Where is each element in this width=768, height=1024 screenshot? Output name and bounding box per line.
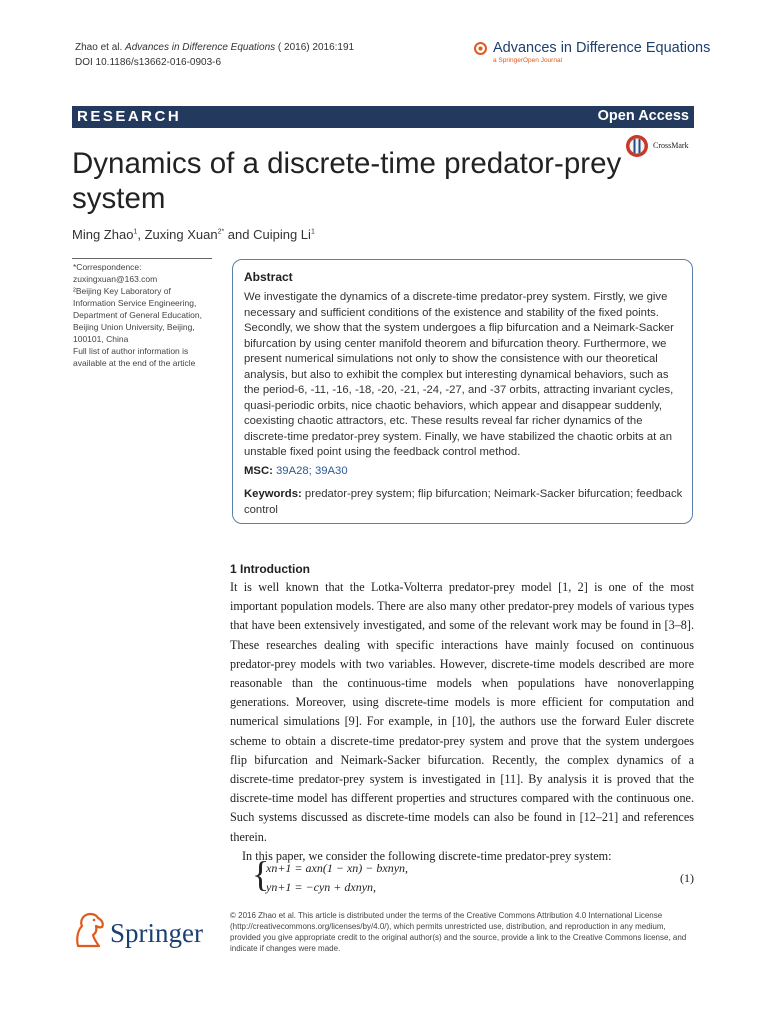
msc-label: MSC: <box>244 465 273 477</box>
keywords <box>244 487 684 518</box>
paragraph: It is well known that the Lotka-Volterra predator-prey model [1, 2] is one of the most important population models. There are also many other predator-prey models of various types that have been extensively investigated, and some of the relevant work may be found in [3–8]. These researches dealing with specific interactions have mainly focused on continuous predator-prey models with two variables. However, discrete-time models described are more reasonable than the continuous-time models when populations have nonoverlapping generations. Moreover, using discrete-time models is more efficient for computation and numerical simulations [9]. For example, in [10], the authors use the forward Euler discrete scheme to obtain a discrete-time predator-prey system and prove that the system undergoes flip bifurcation and Neimark-Sacker bifurcation. Recently, the complex dynamics of a discrete-time predator-prey system is investigated in [11]. By analysis it is proved that the discrete-time model has different properties and structures compared with the continuous one. Such systems discussed as discrete-time models can also be found in [12–21] and references therein. <box>230 580 694 844</box>
author-list <box>72 227 315 242</box>
journal-title: Advances in Difference Equations <box>493 40 711 56</box>
citation-line-1 <box>75 40 354 55</box>
introduction-text <box>230 578 694 866</box>
author-name[interactable]: Zuxing Xuan <box>144 227 218 242</box>
springer-horse-icon <box>72 912 106 948</box>
abstract-text: We investigate the dynamics of a discrete-time predator-prey system. Firstly, we give necessary and sufficient conditions of the existence and stability of the fixed points. Secondly, we show that the system undergoes a flip bifurcation and a Neimark-Sacker bifurcation by using center manifold theorem and bifurcation theory. Furthermore, we present numerical simulations not only to show the consistence with our theoretical analysis, but also to exhibit the complex but interesting dynamical behaviors, such as the period-6, -11, -16, -18, -20, -21, -24, -27, and -37 orbits, attracting invariant cycles, quasi-periodic orbits, nice chaotic behaviors, which appear and disappear suddenly, coexisting chaotic attractors, etc. These results reveal far richer dynamics of the discrete-time predator-prey system. Finally, we have stabilized the chaotic orbits at an unstable fixed point using the feedback control method. <box>244 291 674 458</box>
abstract-heading: Abstract <box>244 270 293 284</box>
author-separator: and <box>224 227 254 242</box>
citation-block <box>75 40 354 70</box>
keywords-label: Keywords: <box>244 488 302 500</box>
springer-wordmark: Springer <box>110 918 203 948</box>
springer-logo[interactable] <box>72 910 222 955</box>
sidebar-line: Department of General Education, <box>73 310 202 320</box>
crossmark-label: CrossMark <box>653 141 689 150</box>
open-access-label: Open Access <box>597 108 689 124</box>
correspondence-sidebar <box>73 258 213 369</box>
author-name[interactable]: Ming Zhao <box>72 227 134 242</box>
msc-codes <box>244 465 348 477</box>
sidebar-line: Full list of author information is <box>73 346 189 356</box>
author-affiliation: 1 <box>310 228 315 236</box>
citation-doi[interactable]: DOI 10.1186/s13662-016-0903-6 <box>75 57 222 68</box>
correspondence-email[interactable]: zuxingxuan@163.com <box>73 274 158 284</box>
sidebar-line: Beijing Union University, Beijing, <box>73 322 195 332</box>
author-name[interactable]: Cuiping Li <box>253 227 311 242</box>
author-affiliation: 1 <box>133 228 138 236</box>
sidebar-line: available at the end of the article <box>73 358 196 368</box>
article-type-banner <box>72 106 694 128</box>
article-type-label: RESEARCH <box>77 108 182 125</box>
license-notice: © 2016 Zhao et al. This article is distributed under the terms of the Creative Commons Attribution 4.0 International License (http://creativecommons.org/licenses/by/4.0/), which permits unrestricted use, distribution, and reproduction in any medium, provided you give appropriate credit to the original author(s) and the source, provide a link to the Creative Commons license, and indicate if changes were made. <box>230 911 687 953</box>
article-title: Dynamics of a discrete-time predator-prey system <box>72 147 622 215</box>
paragraph: In this paper, we consider the following discrete-time predator-prey system: <box>242 848 612 863</box>
journal-subtitle: a SpringerOpen Journal <box>493 57 563 64</box>
equation-line: xn+1 = axn(1 − xn) − bxnyn, <box>266 861 409 875</box>
crossmark-badge[interactable] <box>625 134 705 160</box>
keywords-value: predator-prey system; flip bifurcation; Neimark-Sacker bifurcation; feedback control <box>244 488 683 516</box>
author-separator: , <box>137 227 145 242</box>
section-heading: 1 Introduction <box>230 562 310 576</box>
equation-line: yn+1 = −cyn + dxnyn, <box>266 880 377 894</box>
journal-logo[interactable] <box>474 40 711 70</box>
sidebar-line: *Correspondence: <box>73 262 142 272</box>
sidebar-line: Information Service Engineering, <box>73 298 197 308</box>
sidebar-line: ²Beijing Key Laboratory of <box>73 286 171 296</box>
equation-brace: { <box>252 854 270 894</box>
abstract-box <box>232 259 693 524</box>
equation-number: (1) <box>680 871 694 885</box>
citation-year-volume: ( 2016) 2016:191 <box>275 42 355 53</box>
sidebar-line: 100101, China <box>73 334 129 344</box>
citation-journal: Advances in Difference Equations <box>125 42 276 53</box>
author-affiliation: 2* <box>217 228 225 236</box>
springeropen-mark-icon <box>474 42 487 55</box>
msc-value[interactable]: 39A28; 39A30 <box>276 465 348 477</box>
citation-authors: Zhao et al. <box>75 42 123 53</box>
